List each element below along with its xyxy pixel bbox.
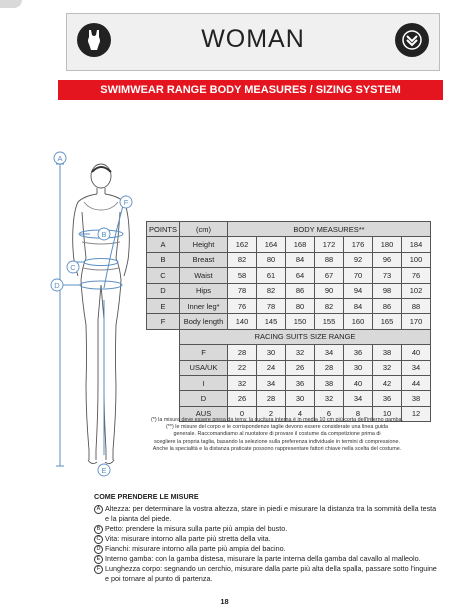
chevron-down-icon[interactable] [395, 23, 429, 57]
cell: 100 [402, 252, 431, 267]
figure-letter-b: B [101, 229, 107, 239]
table-row [147, 268, 431, 283]
table-row [147, 314, 431, 329]
cell: 32 [228, 375, 257, 390]
measure-label: Hips [180, 283, 228, 298]
cell: 168 [286, 237, 315, 252]
cell: 6 [315, 406, 344, 421]
cell: 172 [315, 237, 344, 252]
cell: 64 [286, 268, 315, 283]
cell: 162 [228, 237, 257, 252]
body-measures-header: BODY MEASURES** [228, 222, 431, 237]
cell: 38 [373, 345, 402, 360]
cell: 88 [315, 252, 344, 267]
how-to-measure-section [94, 492, 438, 584]
size-system-label: F [180, 345, 228, 360]
list-item [94, 554, 438, 564]
instruction-text: Interno gamba: con la gamba distesa, misurare la parte interna della gamba dal cavallo al malleolo. [105, 554, 421, 563]
cell: 67 [315, 268, 344, 283]
cell: 160 [344, 314, 373, 329]
cell: 164 [257, 237, 286, 252]
cell: 8 [344, 406, 373, 421]
footnotes [118, 417, 436, 453]
cell: 34 [402, 360, 431, 375]
cell: 26 [228, 391, 257, 406]
point-letter: F [147, 314, 180, 329]
cell: 36 [344, 345, 373, 360]
cell: 80 [286, 298, 315, 313]
points-header: POINTS [147, 222, 180, 237]
cell: 170 [402, 314, 431, 329]
point-letter: E [147, 298, 180, 313]
size-system-label: D [180, 391, 228, 406]
cell: 84 [344, 298, 373, 313]
cell: 165 [373, 314, 402, 329]
letter-badge: A [94, 505, 103, 514]
cell: 155 [315, 314, 344, 329]
cell: 92 [344, 252, 373, 267]
cell: 82 [315, 298, 344, 313]
cell: 30 [257, 345, 286, 360]
cell: 40 [344, 375, 373, 390]
cell: 82 [257, 283, 286, 298]
figure-letter-f: F [123, 197, 129, 207]
instruction-text: Petto: prendere la misura sulla parte più ampia del busto. [105, 524, 288, 533]
table-row [147, 283, 431, 298]
footnote-line: (*) la misura deve essere presa da terra; la cucitura interna è in media 10 cm più corta dell'interno gamba. [150, 417, 404, 423]
footnote-line: generale. Raccomandiamo al nuotatore di provare il costume da competizione prima di [173, 431, 381, 438]
cell: 84 [286, 252, 315, 267]
cell: 86 [373, 298, 402, 313]
cell: 94 [344, 283, 373, 298]
cell: 58 [228, 268, 257, 283]
footnote-line: Anche la specialità e la distanza praticate possono rappresentare fattori chiave nella scelta del costume. [152, 445, 402, 452]
table-header-row [147, 222, 431, 237]
footnote-line: scegliere la propria taglia, basando la selezione sulla preferenza individuale in termini di compressione. [153, 438, 400, 445]
cell: 86 [286, 283, 315, 298]
cell: 90 [315, 283, 344, 298]
cell: 34 [257, 375, 286, 390]
point-letter: C [147, 268, 180, 283]
cell: 78 [228, 283, 257, 298]
cell: 0 [228, 406, 257, 421]
cell: 76 [402, 268, 431, 283]
figure-letter-c: C [70, 262, 76, 272]
cell: 38 [402, 391, 431, 406]
table-row [147, 375, 431, 390]
list-item [94, 524, 438, 534]
corner-tab [0, 0, 22, 8]
cell: 140 [228, 314, 257, 329]
cell: 88 [402, 298, 431, 313]
list-item [94, 504, 438, 524]
cell: 176 [344, 237, 373, 252]
list-item [94, 534, 438, 544]
table-row [147, 345, 431, 360]
size-system-label: I [180, 375, 228, 390]
cell: 42 [373, 375, 402, 390]
cell: 44 [402, 375, 431, 390]
cell: 82 [228, 252, 257, 267]
point-letter: A [147, 237, 180, 252]
cell: 10 [373, 406, 402, 421]
cell: 61 [257, 268, 286, 283]
cell: 184 [402, 237, 431, 252]
cell: 38 [315, 375, 344, 390]
figure-letter-e: E [101, 465, 107, 475]
measure-label: Inner leg* [180, 298, 228, 313]
letter-badge: C [94, 535, 103, 544]
point-letter: B [147, 252, 180, 267]
cell: 98 [373, 283, 402, 298]
size-range-header-row [147, 329, 431, 344]
letter-badge: F [94, 565, 103, 574]
cell: 28 [228, 345, 257, 360]
cell: 150 [286, 314, 315, 329]
cell: 32 [315, 391, 344, 406]
section-banner: SWIMWEAR RANGE BODY MEASURES / SIZING SYSTEM [58, 80, 443, 100]
footnote-line: (**) le misure del corpo e le corrispondenze taglie devono essere considerate una linea guida [165, 424, 389, 431]
cell: 28 [257, 391, 286, 406]
cell: 30 [286, 391, 315, 406]
cell: 22 [228, 360, 257, 375]
instruction-text: Vita: misurare intorno alla parte più stretta della vita. [105, 534, 271, 543]
cell: 26 [286, 360, 315, 375]
cell: 34 [344, 391, 373, 406]
table-row [147, 391, 431, 406]
letter-badge: D [94, 545, 103, 554]
cell: 73 [373, 268, 402, 283]
cell: 32 [373, 360, 402, 375]
list-item [94, 544, 438, 554]
cell: 34 [315, 345, 344, 360]
letter-badge: B [94, 525, 103, 534]
measure-label: Breast [180, 252, 228, 267]
instruction-text: Lunghezza corpo: segnando un cerchio, misurare dalla parte più alta della spalla, passare sotto l'inguine e poi tornare al punto di partenza. [105, 564, 437, 583]
table-row [147, 252, 431, 267]
instruction-text: Altezza: per determinare la vostra altezza, stare in piedi e misurare la distanza tra la sommità della testa e la pianta del piede. [105, 504, 437, 523]
cell: 80 [257, 252, 286, 267]
cell: 36 [373, 391, 402, 406]
figure-letter-d: D [54, 280, 60, 290]
letter-badge: E [94, 555, 103, 564]
cell: 32 [286, 345, 315, 360]
measure-label: Waist [180, 268, 228, 283]
size-system-label: USA/UK [180, 360, 228, 375]
measure-label: Body length [180, 314, 228, 329]
cell: 96 [373, 252, 402, 267]
cell: 76 [228, 298, 257, 313]
size-range-header: RACING SUITS SIZE RANGE [180, 329, 431, 344]
table-row [147, 360, 431, 375]
unit-header: (cm) [180, 222, 228, 237]
sizing-table [146, 221, 431, 422]
cell: 24 [257, 360, 286, 375]
cell: 36 [286, 375, 315, 390]
cell: 102 [402, 283, 431, 298]
size-system-label: AUS [180, 406, 228, 421]
cell: 30 [344, 360, 373, 375]
page-title: WOMAN [201, 25, 305, 53]
cell: 28 [315, 360, 344, 375]
instruction-text: Fianchi: misurare intorno alla parte più ampia del bacino. [105, 544, 286, 553]
cell: 40 [402, 345, 431, 360]
measure-label: Height [180, 237, 228, 252]
cell: 180 [373, 237, 402, 252]
cell: 4 [286, 406, 315, 421]
how-to-measure-title: COME PRENDERE LE MISURE [94, 492, 199, 501]
point-letter: D [147, 283, 180, 298]
table-row [147, 237, 431, 252]
header-box [66, 13, 440, 71]
cell: 78 [257, 298, 286, 313]
page-number: 18 [220, 597, 229, 606]
table-row [147, 298, 431, 313]
cell: 145 [257, 314, 286, 329]
cell: 12 [402, 406, 431, 421]
figure-letter-a: A [57, 153, 63, 163]
cell: 70 [344, 268, 373, 283]
cell: 2 [257, 406, 286, 421]
list-item [94, 564, 438, 584]
